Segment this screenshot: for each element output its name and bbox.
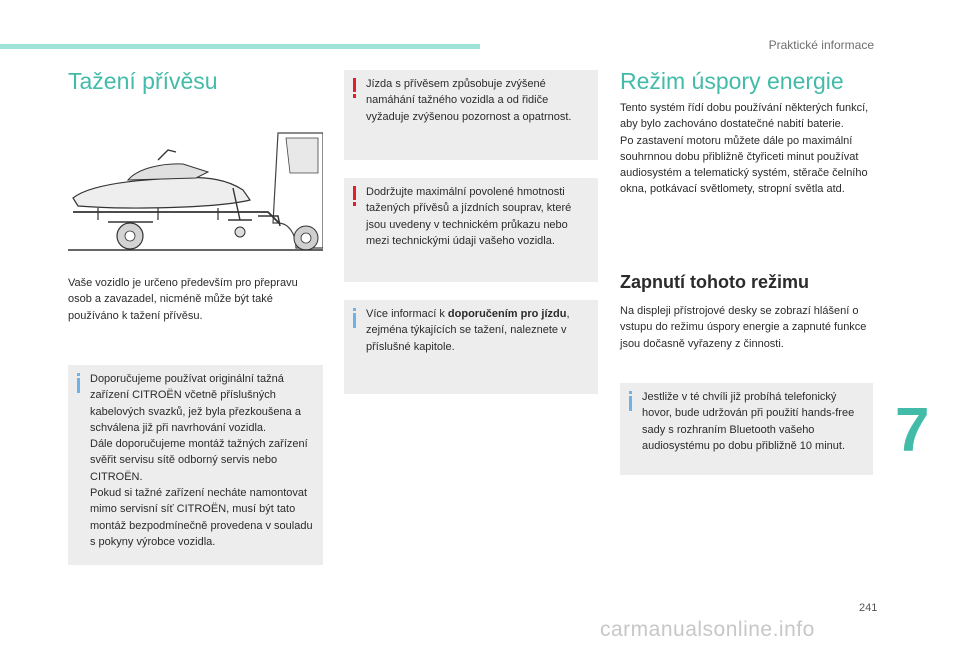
watermark: carmanualsonline.info	[600, 618, 815, 641]
warning-note-2-text: Dodržujte maximální povolené hmotnosti tažených přívěsů a jízdních souprav, které jsou uvedeny v technickém průkazu nebo mezi technickými údaji vašeho vozidla.	[366, 186, 572, 247]
energy-title: Režim úspory energie	[620, 68, 844, 94]
chapter-number: 7	[895, 396, 930, 465]
info-note-towing-text: Doporučujeme používat originální tažná zařízení CITROËN včetně příslušných kabelových svazků, jež byla přezkoušena a schválena již při navrhování vozidla. Dále doporučujeme montáž tažných zařízení svěřit servisu sítě odborný servis nebo CITROËN. Pokud si tažné zařízení necháte namontovat mimo servisní síť CITROËN, musí být tato montáž bezpodmínečně provedena v souladu s pokyny výrobce vozidla.	[90, 373, 313, 548]
info-note-energy	[620, 383, 873, 475]
section-label: Praktické informace	[768, 38, 874, 52]
header-accent-bar	[0, 44, 480, 49]
page-number: 241	[859, 602, 878, 614]
warning-note-1-text: Jízda s přívěsem způsobuje zvýšené namáhání tažného vozidla a od řidiče vyžaduje zvýšenou pozornost a opatrnost.	[366, 78, 572, 123]
trailer-jetski-illustration	[68, 128, 323, 258]
info-note-driving	[344, 300, 598, 394]
info-mark-icon	[626, 391, 638, 411]
info-note-driving-text: Více informací k doporučením pro jízdu, zejména týkajících se tažení, naleznete v příslušné kapitole.	[366, 308, 570, 353]
info-mark-icon	[74, 373, 86, 393]
info-note-towing	[68, 365, 323, 565]
energy-subtext: Na displeji přístrojové desky se zobrazí hlášení o vstupu do režimu úspory energie a zapnuté funkce jsou dočasně vyřazeny z činnosti.	[620, 305, 867, 350]
info-note-energy-text: Jestliže v té chvíli již probíhá telefonický hovor, bude udržován při použití hands-free sady s rozhraním Bluetooth vašeho audiosystému po dobu přibližně 10 minut.	[642, 391, 855, 452]
warning-exclamation-icon	[350, 78, 362, 98]
energy-subtitle: Zapnutí tohoto režimu	[620, 272, 809, 292]
warning-note-1	[344, 70, 598, 160]
warning-exclamation-icon	[350, 186, 362, 206]
towing-title: Tažení přívěsu	[68, 68, 218, 94]
info-mark-icon	[350, 308, 362, 328]
energy-text: Tento systém řídí dobu používání některých funkcí, aby bylo zachováno dostatečné nabití baterie. Po zastavení motoru můžete dále po maximální souhrnnou dobu přibližně čtyřiceti minut používat audiosystém a telematický systém, stěrače čelního okna, potkávací světlomety, stropní světla atd.	[620, 102, 869, 196]
towing-intro: Vaše vozidlo je určeno především pro přepravu osob a zavazadel, nicméně může být také používáno k tažení přívěsu.	[68, 277, 298, 322]
driving-recommendations-link: doporučením pro jízdu	[447, 308, 567, 320]
warning-note-2	[344, 178, 598, 282]
